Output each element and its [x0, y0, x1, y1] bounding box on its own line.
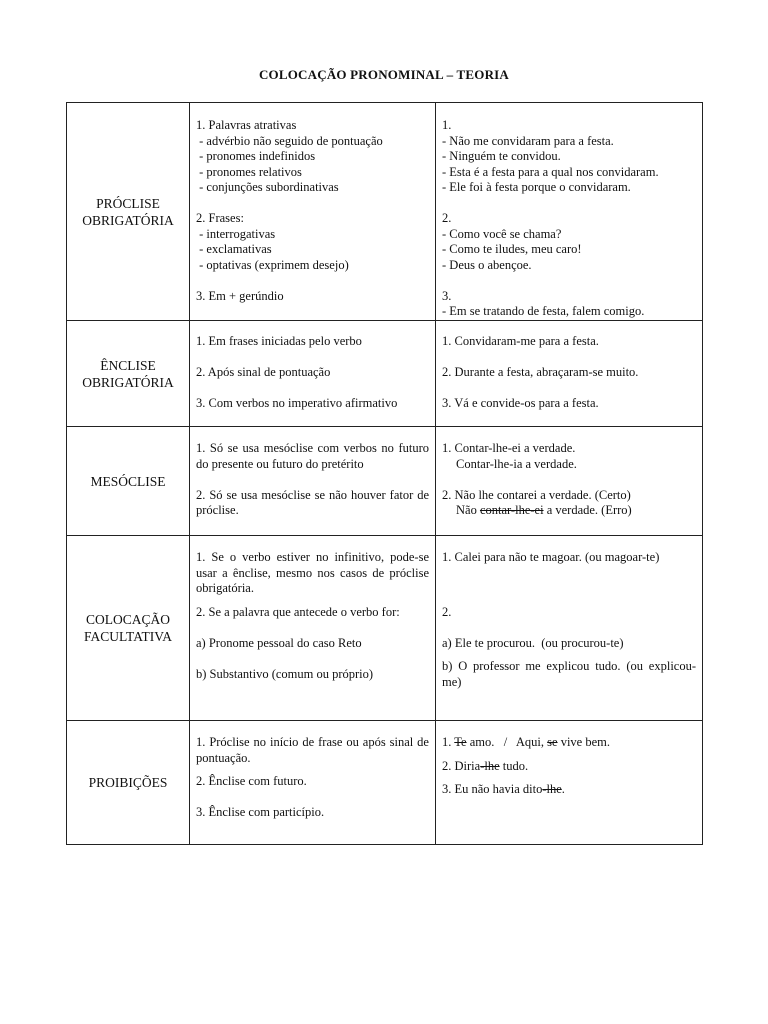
examples-cell: [436, 721, 703, 845]
table-row: [67, 721, 703, 845]
example-line: - Como te iludes, meu caro!: [442, 242, 582, 256]
example-line: - Em se tratando de festa, falem comigo.: [442, 304, 645, 318]
rule-line: b) Substantivo (comum ou próprio): [196, 666, 374, 681]
rule-line: - advérbio não seguido de pontuação: [196, 133, 383, 148]
rule-line: 2. Ênclise com futuro.: [196, 774, 307, 788]
rule-line: 1. Se o verbo estiver no infinitivo, pode-se usar a ênclise, mesmo nos casos de próclise obrigatória.: [196, 550, 429, 595]
example-text: amo. / Aqui,: [469, 735, 545, 749]
example-text: 1.: [442, 735, 452, 749]
page-title: COLOCAÇÃO PRONOMINAL – TEORIA: [258, 67, 510, 82]
rule-line: 3. Com verbos no imperativo afirmativo: [196, 396, 398, 410]
example-line: 1. Convidaram-me para a festa.: [442, 334, 599, 348]
strikethrough-text: contar-lhe-ei: [479, 503, 544, 517]
example-line: [442, 782, 696, 798]
example-line: - Deus o abençoe.: [442, 257, 532, 272]
rule-line: - exclamativas: [196, 242, 272, 256]
example-text: vive bem.: [560, 735, 610, 749]
rule-line: - optativas (exprimem desejo): [196, 257, 349, 272]
examples-cell: [436, 427, 703, 536]
table-row: [67, 321, 703, 427]
rule-line: 2. Só se usa mesóclise se não houver fator de próclise.: [196, 487, 429, 517]
example-line: a) Ele te procurou. (ou procurou-te): [442, 635, 624, 650]
example-line: 2. Durante a festa, abraçaram-se muito.: [442, 365, 639, 379]
example-line: - Ninguém te convidou.: [442, 149, 561, 163]
rules-cell: [190, 721, 436, 845]
example-line: [442, 735, 696, 751]
rule-line: 1. Palavras atrativas: [196, 118, 297, 132]
strikethrough-text: se: [547, 735, 558, 749]
rules-cell: [190, 321, 436, 427]
row-header: [67, 721, 190, 845]
rule-line: 2. Após sinal de pontuação: [196, 365, 331, 379]
row-header-line: PRÓCLISE: [96, 195, 160, 211]
rule-line: 1. Só se usa mesóclise com verbos no futuro do presente ou futuro do pretérito: [196, 441, 429, 471]
example-line: 2.: [442, 604, 452, 619]
table-row: [67, 103, 703, 321]
example-line: - Não me convidaram para a festa.: [442, 133, 614, 148]
rule-line: 1. Em frases iniciadas pelo verbo: [196, 334, 362, 348]
row-header: [67, 321, 190, 427]
rule-line: 3. Ênclise com particípio.: [196, 805, 325, 819]
example-line: - Esta é a festa para a qual nos convidaram.: [442, 164, 659, 179]
strikethrough-text: -lhe: [542, 782, 562, 796]
example-text: 3. Eu não havia dito: [442, 782, 543, 796]
example-line: 2. Não lhe contarei a verdade. (Certo): [442, 487, 631, 502]
rule-line: - pronomes indefinidos: [196, 149, 316, 163]
example-line: - Ele foi à festa porque o convidaram.: [442, 180, 631, 194]
row-header-line: COLOCAÇÃO: [85, 612, 170, 627]
example-line: [442, 759, 696, 775]
example-line: [442, 503, 696, 519]
example-line: 1. Contar-lhe-ei a verdade.: [442, 441, 576, 455]
rule-line: - interrogativas: [196, 226, 276, 241]
example-line: 3. Vá e convide-os para a festa.: [442, 396, 599, 410]
example-text: .: [561, 782, 565, 796]
strikethrough-text: -lhe: [480, 758, 500, 773]
example-line: 2.: [442, 211, 452, 225]
example-text: a verdade. (Erro): [546, 503, 632, 517]
example-line: 1.: [442, 118, 452, 132]
strikethrough-text: Te: [454, 735, 467, 749]
rule-line: 2. Se a palavra que antecede o verbo for:: [196, 604, 400, 619]
row-header-line: PROIBIÇÕES: [88, 775, 168, 790]
row-header-line: MESÓCLISE: [90, 473, 166, 489]
examples-cell: [436, 103, 703, 321]
rule-line: 1. Próclise no início de frase ou após sinal de pontuação.: [196, 735, 429, 765]
table-row: [67, 427, 703, 536]
rule-line: 2. Frases:: [196, 211, 244, 225]
example-text: 2. Diria: [442, 758, 481, 773]
example-text: Não: [456, 503, 477, 517]
rules-cell: [190, 536, 436, 721]
example-line: b) O professor me explicou tudo. (ou explicou-me): [442, 659, 696, 689]
theory-table: [66, 102, 703, 845]
row-header-line: FACULTATIVA: [84, 629, 172, 644]
example-line: - Como você se chama?: [442, 226, 562, 241]
example-text: tudo.: [502, 758, 529, 773]
rule-line: - pronomes relativos: [196, 164, 302, 179]
example-line: Contar-lhe-ia a verdade.: [456, 456, 577, 471]
table-row: [67, 536, 703, 721]
row-header: [67, 536, 190, 721]
row-header: [67, 103, 190, 321]
row-header-line: OBRIGATÓRIA: [82, 212, 174, 228]
example-line: 1. Calei para não te magoar. (ou magoar-te): [442, 550, 660, 564]
row-header-line: OBRIGATÓRIA: [82, 374, 174, 390]
row-header-line: ÊNCLISE: [100, 357, 156, 373]
examples-cell: [436, 321, 703, 427]
rule-line: - conjunções subordinativas: [196, 180, 339, 194]
rule-line: 3. Em + gerúndio: [196, 288, 284, 303]
example-line: 3.: [442, 288, 452, 303]
examples-cell: [436, 536, 703, 721]
rule-line: a) Pronome pessoal do caso Reto: [196, 635, 362, 650]
row-header: [67, 427, 190, 536]
rules-cell: [190, 103, 436, 321]
rules-cell: [190, 427, 436, 536]
